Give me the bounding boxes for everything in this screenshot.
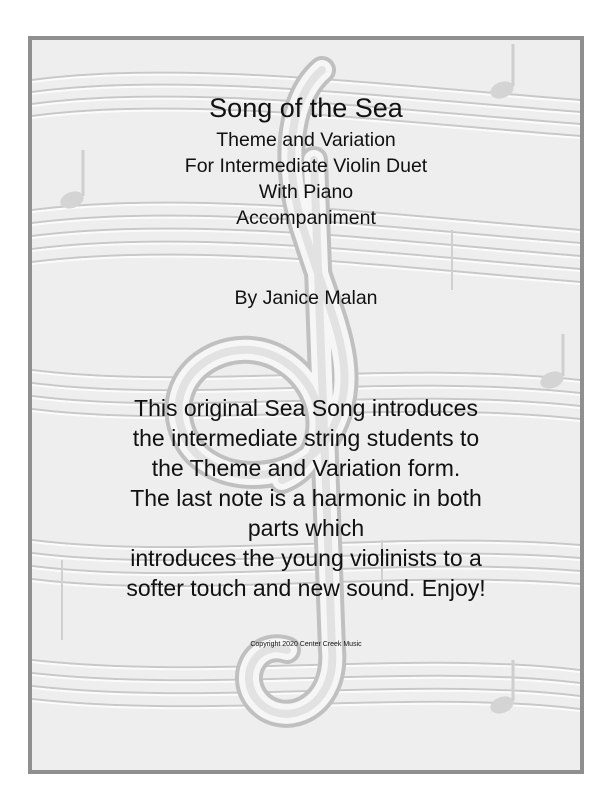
subtitle-line-1: Theme and Variation (216, 129, 396, 151)
description-line-3: the Theme and Variation form. (151, 455, 461, 481)
description-line-6: introduces the young violinists to a (130, 545, 482, 571)
subtitle-line-2: For Intermediate Violin Duet (184, 155, 428, 177)
page-title: Song of the Sea (209, 93, 403, 123)
description-line-7: softer touch and new sound. Enjoy! (126, 575, 486, 601)
author-line: By Janice Malan (234, 287, 378, 309)
description-line-2: the intermediate string students to (132, 425, 480, 451)
cover-content (32, 40, 580, 770)
copyright-notice: Copyright 2020 Center Creek Music (250, 641, 362, 648)
subtitle-line-4: Accompaniment (236, 207, 376, 229)
description-line-1: This original Sea Song introduces (134, 395, 478, 421)
page-frame (28, 36, 584, 774)
description-line-5: parts which (247, 515, 365, 541)
subtitle-line-3: With Piano (258, 181, 354, 203)
description-line-4: The last note is a harmonic in both (130, 485, 482, 511)
